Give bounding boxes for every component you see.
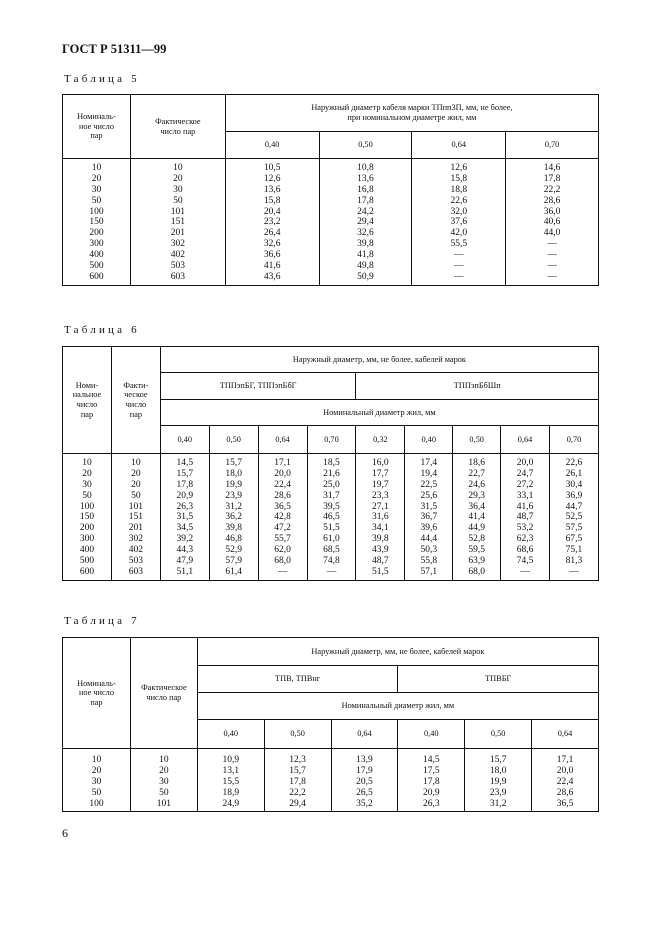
table-cell: 22,2 [543, 184, 561, 195]
table-cell: 44,7 [565, 501, 583, 512]
table-cell: 55,5 [450, 239, 468, 250]
table-cell: 22,5 [420, 479, 438, 490]
table-cell: 20,9 [176, 490, 194, 501]
table-cell: 603 [170, 271, 185, 282]
table6 [62, 346, 599, 581]
table-cell: 28,6 [543, 195, 561, 206]
table6-diameter: 0,50 [453, 426, 501, 454]
table-cell: 400 [79, 545, 95, 556]
table-cell: 50 [173, 195, 183, 206]
table-cell: 31,2 [489, 798, 507, 809]
table-cell: 42,0 [450, 228, 468, 239]
table-cell: — [547, 271, 557, 282]
table-cell: 100 [79, 501, 95, 512]
table-cell: 39,8 [372, 534, 389, 545]
table-cell: 300 [89, 239, 104, 250]
table5-diameter: 0,50 [319, 132, 412, 159]
table-cell: 47,9 [176, 556, 194, 567]
table-cell: 74,5 [516, 556, 534, 567]
table-cell: 402 [128, 545, 144, 556]
table5-values-column [506, 159, 599, 286]
table-cell: 15,7 [289, 765, 306, 776]
table7-brand-1: ТПВ, ТПВнг [197, 666, 398, 693]
table-cell: 41,6 [516, 501, 534, 512]
table5-nominal-column [63, 159, 131, 286]
table5-diameter: 0,70 [506, 132, 599, 159]
table-cell: 10 [159, 755, 169, 765]
table-cell: 50 [159, 787, 169, 798]
table-cell: 12,3 [289, 755, 306, 765]
table-cell: 18,9 [222, 787, 240, 798]
table5-body [63, 159, 599, 286]
table-cell: — [454, 250, 464, 261]
table-cell: 44,4 [420, 534, 438, 545]
table-cell: 400 [89, 250, 104, 261]
table-cell: 13,9 [356, 755, 373, 765]
table-cell: 44,9 [468, 523, 485, 534]
table-cell: 15,7 [176, 468, 194, 479]
table-cell: 51,1 [176, 566, 194, 577]
table-cell: 30,4 [565, 479, 583, 490]
table-cell: 44,3 [176, 545, 194, 556]
table-cell: 39,8 [357, 239, 374, 250]
table-cell: 68,5 [323, 545, 340, 556]
table-cell: 50 [91, 787, 102, 798]
table7-values-column [197, 749, 264, 812]
table-cell: 16,0 [372, 458, 389, 468]
table-cell: 200 [79, 523, 95, 534]
table-cell: 31,6 [372, 512, 389, 523]
table-cell: 151 [170, 217, 185, 228]
table7-actual-column [130, 749, 197, 812]
table-cell: 49,8 [357, 261, 374, 272]
table-cell: 43,6 [263, 271, 281, 282]
table-cell: 600 [89, 271, 104, 282]
table-cell: 17,8 [176, 479, 194, 490]
table-cell: 19,4 [420, 468, 438, 479]
table7-values-column [398, 749, 465, 812]
table6-values-column [307, 454, 356, 581]
table7 [62, 637, 599, 812]
table-cell: 46,5 [323, 512, 340, 523]
table-cell: 30 [173, 184, 183, 195]
table-cell: 68,0 [274, 556, 291, 567]
table-cell: 20,0 [556, 765, 574, 776]
table-cell: 44,0 [543, 228, 561, 239]
table-cell: 22,4 [556, 776, 574, 787]
table-cell: 15,8 [263, 195, 281, 206]
table6-values-column [209, 454, 258, 581]
table-cell: 10,8 [357, 163, 374, 173]
table-cell: 57,1 [420, 566, 438, 577]
table-cell: 57,5 [565, 523, 583, 534]
table-cell: 37,6 [450, 217, 468, 228]
table-cell: 18,0 [225, 468, 242, 479]
table-cell: 13,6 [357, 173, 374, 184]
table6-actual-column [111, 454, 160, 581]
table5-caption: Таблица 5 [64, 73, 140, 85]
table-cell: 51,5 [323, 523, 340, 534]
table5-values-column [412, 159, 506, 286]
table-cell: 30 [159, 776, 169, 787]
table6-diameter: 0,64 [258, 426, 307, 454]
table6-values-column [453, 454, 501, 581]
table-cell: 18,8 [450, 184, 468, 195]
table-cell: — [569, 566, 579, 577]
table-cell: 50,9 [357, 271, 374, 282]
table-cell: 46,8 [225, 534, 242, 545]
table-cell: 24,6 [468, 479, 485, 490]
table7-brand-2: ТПВБГ [398, 666, 599, 693]
table-cell: 101 [170, 206, 185, 217]
table-cell: 39,8 [225, 523, 242, 534]
table-cell: — [547, 250, 557, 261]
table5-group-header: Наружный диаметр кабеля марки ТПпп3П, мм, не более, при номинальном диаметре жил, мм [225, 95, 598, 132]
table-cell: 17,9 [356, 765, 373, 776]
table-cell: 28,6 [556, 787, 574, 798]
table-cell: 10 [91, 755, 102, 765]
table-cell: 23,9 [489, 787, 507, 798]
table-cell: 19,9 [489, 776, 507, 787]
table-cell: 20,5 [356, 776, 373, 787]
table-cell: — [547, 239, 557, 250]
table-cell: 30 [82, 479, 92, 490]
table6-values-column [356, 454, 405, 581]
table-cell: 50 [131, 490, 141, 501]
table6-diameter: 0,70 [307, 426, 356, 454]
table-cell: 32,0 [450, 206, 468, 217]
table5 [62, 94, 599, 286]
table-cell: 31,5 [420, 501, 438, 512]
table-cell: 30 [91, 776, 102, 787]
table-cell: 21,6 [323, 468, 340, 479]
table-cell: 20 [131, 479, 141, 490]
table-cell: — [454, 271, 464, 282]
table-cell: 75,1 [565, 545, 583, 556]
table-cell: 23,9 [225, 490, 242, 501]
table7-diameter: 0,50 [264, 720, 331, 749]
table-cell: 503 [128, 556, 144, 567]
table-cell: 150 [89, 217, 104, 228]
table-cell: 15,5 [222, 776, 240, 787]
table-cell: 52,5 [565, 512, 583, 523]
table-cell: 18,0 [489, 765, 507, 776]
table-cell: 55,7 [274, 534, 291, 545]
table7-group-header: Наружный диаметр, мм, не более, кабелей марок [197, 638, 598, 666]
table-cell: 52,8 [468, 534, 485, 545]
table-cell: 25,6 [420, 490, 438, 501]
table-cell: 22,4 [274, 479, 291, 490]
table-cell: 16,8 [357, 184, 374, 195]
table5-values-column [225, 159, 319, 286]
table7-values-column [264, 749, 331, 812]
table-cell: 32,6 [263, 239, 281, 250]
table-cell: 29,3 [468, 490, 485, 501]
table-cell: 39,2 [176, 534, 194, 545]
table-cell: 57,9 [225, 556, 242, 567]
table-cell: 41,8 [357, 250, 374, 261]
table-cell: 22,7 [468, 468, 485, 479]
table-cell: 603 [128, 566, 144, 577]
table-cell: 17,8 [357, 195, 374, 206]
table-cell: 10 [131, 458, 141, 468]
page-number: 6 [62, 826, 68, 840]
table-cell: 50 [82, 490, 92, 501]
table6-diameter: 0,40 [160, 426, 209, 454]
table-cell: 25,0 [323, 479, 340, 490]
table7-diameter: 0,50 [465, 720, 532, 749]
table-cell: 402 [170, 250, 185, 261]
table5-diameter: 0,64 [412, 132, 506, 159]
table-cell: 200 [89, 228, 104, 239]
table-cell: 62,0 [274, 545, 291, 556]
table6-brand-1: ТППэпБГ, ТППэпБбГ [160, 373, 356, 400]
table-cell: 150 [79, 512, 95, 523]
table-cell: — [277, 566, 288, 577]
table-cell: 28,6 [274, 490, 291, 501]
table7-subheader: Номинальный диаметр жил, мм [197, 693, 598, 720]
table6-col-actual: Факти- ческое число пар [111, 347, 160, 454]
table-cell: — [547, 261, 557, 272]
table-cell: 36,9 [565, 490, 583, 501]
table6-values-column [160, 454, 209, 581]
table-cell: 100 [89, 206, 104, 217]
table-cell: 33,1 [516, 490, 534, 501]
table-cell: 22,6 [565, 458, 583, 468]
table7-values-column [465, 749, 532, 812]
table7-col-nominal: Номиналь- ное число пар [63, 638, 131, 749]
table-cell: 15,7 [225, 458, 242, 468]
table-cell: 41,6 [263, 261, 281, 272]
table-cell: — [454, 261, 464, 272]
table-cell: 14,5 [176, 458, 194, 468]
table-cell: 35,2 [356, 798, 373, 809]
table-cell: 500 [89, 261, 104, 272]
table-cell: 48,7 [372, 556, 389, 567]
table-cell: 17,1 [556, 755, 574, 765]
table-cell: 31,2 [225, 501, 242, 512]
table-cell: 20 [131, 468, 141, 479]
table-cell: 27,1 [372, 501, 389, 512]
table-cell: 62,3 [516, 534, 534, 545]
table-cell: 41,4 [468, 512, 485, 523]
table7-diameter: 0,40 [197, 720, 264, 749]
table7-nominal-column [63, 749, 131, 812]
table-cell: 201 [128, 523, 144, 534]
table-cell: 50,3 [420, 545, 438, 556]
table6-nominal-column [63, 454, 112, 581]
table-cell: 22,6 [450, 195, 468, 206]
table-cell: 13,6 [263, 184, 281, 195]
table-cell: 151 [128, 512, 144, 523]
table-cell: 39,5 [323, 501, 340, 512]
table-cell: 39,6 [420, 523, 438, 534]
table6-body [63, 454, 599, 581]
table-cell: 34,5 [176, 523, 194, 534]
table-cell: 63,9 [468, 556, 485, 567]
table-cell: 36,6 [263, 250, 281, 261]
table-cell: 55,8 [420, 556, 438, 567]
table-cell: 17,8 [422, 776, 440, 787]
table6-diameter: 0,70 [549, 426, 598, 454]
table6-group-header: Наружный диаметр, мм, не более, кабелей марок [160, 347, 598, 373]
table-cell: 302 [128, 534, 144, 545]
table6-values-column [501, 454, 550, 581]
table-cell: 22,2 [289, 787, 306, 798]
table-cell: 500 [79, 556, 95, 567]
table5-values-column [319, 159, 412, 286]
table-cell: 31,5 [176, 512, 194, 523]
table6-diameter: 0,64 [501, 426, 550, 454]
table-cell: 15,8 [450, 173, 468, 184]
table-cell: 17,5 [422, 765, 440, 776]
table7-diameter: 0,40 [398, 720, 465, 749]
table-cell: 302 [170, 239, 185, 250]
table-cell: 17,4 [420, 458, 438, 468]
table-cell: 20,4 [263, 206, 281, 217]
table6-diameter: 0,40 [405, 426, 453, 454]
table6-caption: Таблица 6 [64, 324, 140, 336]
table-cell: 19,7 [372, 479, 389, 490]
table-cell: 17,8 [289, 776, 306, 787]
table-cell: 23,3 [372, 490, 389, 501]
table-cell: 600 [79, 566, 95, 577]
table6-diameter: 0,32 [356, 426, 405, 454]
table5-col-nominal: Номиналь- ное число пар [63, 95, 131, 159]
table-cell: 24,2 [357, 206, 374, 217]
table-cell: 23,2 [263, 217, 281, 228]
table5-actual-column [130, 159, 225, 286]
table-cell: 14,6 [543, 163, 561, 173]
table-cell: 61,0 [323, 534, 340, 545]
table-cell: 68,6 [516, 545, 534, 556]
table-cell: 31,7 [323, 490, 340, 501]
table-cell: 20 [159, 765, 169, 776]
table-cell: 29,4 [289, 798, 306, 809]
table-cell: 40,6 [543, 217, 561, 228]
table-cell: 27,2 [516, 479, 534, 490]
table-cell: 36,5 [556, 798, 574, 809]
table-cell: 10 [173, 163, 183, 173]
table-cell: 20,9 [422, 787, 440, 798]
table-cell: 43,9 [372, 545, 389, 556]
table-cell: 53,2 [516, 523, 534, 534]
table6-values-column [258, 454, 307, 581]
table-cell: 36,2 [225, 512, 242, 523]
table-cell: 14,5 [422, 755, 440, 765]
table-cell: 17,1 [274, 458, 291, 468]
table-cell: 36,4 [468, 501, 485, 512]
table-cell: 36,5 [274, 501, 291, 512]
table6-diameter: 0,50 [209, 426, 258, 454]
table-cell: 67,5 [565, 534, 583, 545]
table6-subheader: Номинальный диаметр жил, мм [160, 400, 598, 426]
table-cell: 48,7 [516, 512, 534, 523]
table-cell: 68,0 [468, 566, 485, 577]
table-cell: — [326, 566, 337, 577]
table-cell: 18,6 [468, 458, 485, 468]
table-cell: 32,6 [357, 228, 374, 239]
table-cell: 10,9 [222, 755, 240, 765]
table-cell: 18,5 [323, 458, 340, 468]
table7-values-column [331, 749, 398, 812]
table-cell: 24,9 [222, 798, 240, 809]
table7-diameter: 0,64 [532, 720, 599, 749]
table-cell: 26,3 [422, 798, 440, 809]
table6-values-column [549, 454, 598, 581]
table-cell: 10 [91, 163, 102, 173]
table-cell: 10,5 [263, 163, 281, 173]
table-cell: 20 [82, 468, 92, 479]
table-cell: 52,9 [225, 545, 242, 556]
table-cell: 74,8 [323, 556, 340, 567]
table7-values-column [532, 749, 599, 812]
table-cell: 12,6 [450, 163, 468, 173]
table5-col-actual: Фактическое число пар [130, 95, 225, 159]
table-cell: 20 [91, 765, 102, 776]
table-cell: 10 [82, 458, 92, 468]
table-cell: 12,6 [263, 173, 281, 184]
table-cell: 61,4 [225, 566, 242, 577]
table-cell: 50 [91, 195, 102, 206]
table-cell: 20 [91, 173, 102, 184]
table-cell: 26,5 [356, 787, 373, 798]
table7-col-actual: Фактическое число пар [130, 638, 197, 749]
table6-col-nominal: Номи- нальное число пар [63, 347, 112, 454]
table-cell: 17,8 [543, 173, 561, 184]
table6-brand-2: ТППэпБбШп [356, 373, 599, 400]
table-cell: 20,0 [516, 458, 534, 468]
table5-diameter: 0,40 [225, 132, 319, 159]
table-cell: 24,7 [516, 468, 534, 479]
table-cell: 15,7 [489, 755, 507, 765]
table-cell: 26,4 [263, 228, 281, 239]
table-cell: 81,3 [565, 556, 583, 567]
table-cell: 30 [91, 184, 102, 195]
table-cell: 20,0 [274, 468, 291, 479]
table-cell: 36,7 [420, 512, 438, 523]
table-cell: 29,4 [357, 217, 374, 228]
table-cell: 101 [128, 501, 144, 512]
table-cell: — [520, 566, 530, 577]
table-cell: 503 [170, 261, 185, 272]
table-cell: 300 [79, 534, 95, 545]
document-header: ГОСТ Р 51311—99 [62, 42, 167, 56]
table-cell: 13,1 [222, 765, 240, 776]
table6-values-column [405, 454, 453, 581]
table-cell: 100 [89, 798, 104, 809]
table-cell: 51,5 [372, 566, 389, 577]
table-cell: 201 [170, 228, 185, 239]
table7-caption: Таблица 7 [64, 615, 140, 627]
table-cell: 59,5 [468, 545, 485, 556]
table-cell: 47,2 [274, 523, 291, 534]
table-cell: 36,0 [543, 206, 561, 217]
table-cell: 26,3 [176, 501, 194, 512]
table-cell: 19,9 [225, 479, 242, 490]
table-cell: 101 [156, 798, 171, 809]
table-cell: 20 [173, 173, 183, 184]
table7-body [63, 749, 599, 812]
table-cell: 26,1 [565, 468, 583, 479]
table7-diameter: 0,64 [331, 720, 398, 749]
table-cell: 17,7 [372, 468, 389, 479]
table-cell: 34,1 [372, 523, 389, 534]
table-cell: 42,8 [274, 512, 291, 523]
